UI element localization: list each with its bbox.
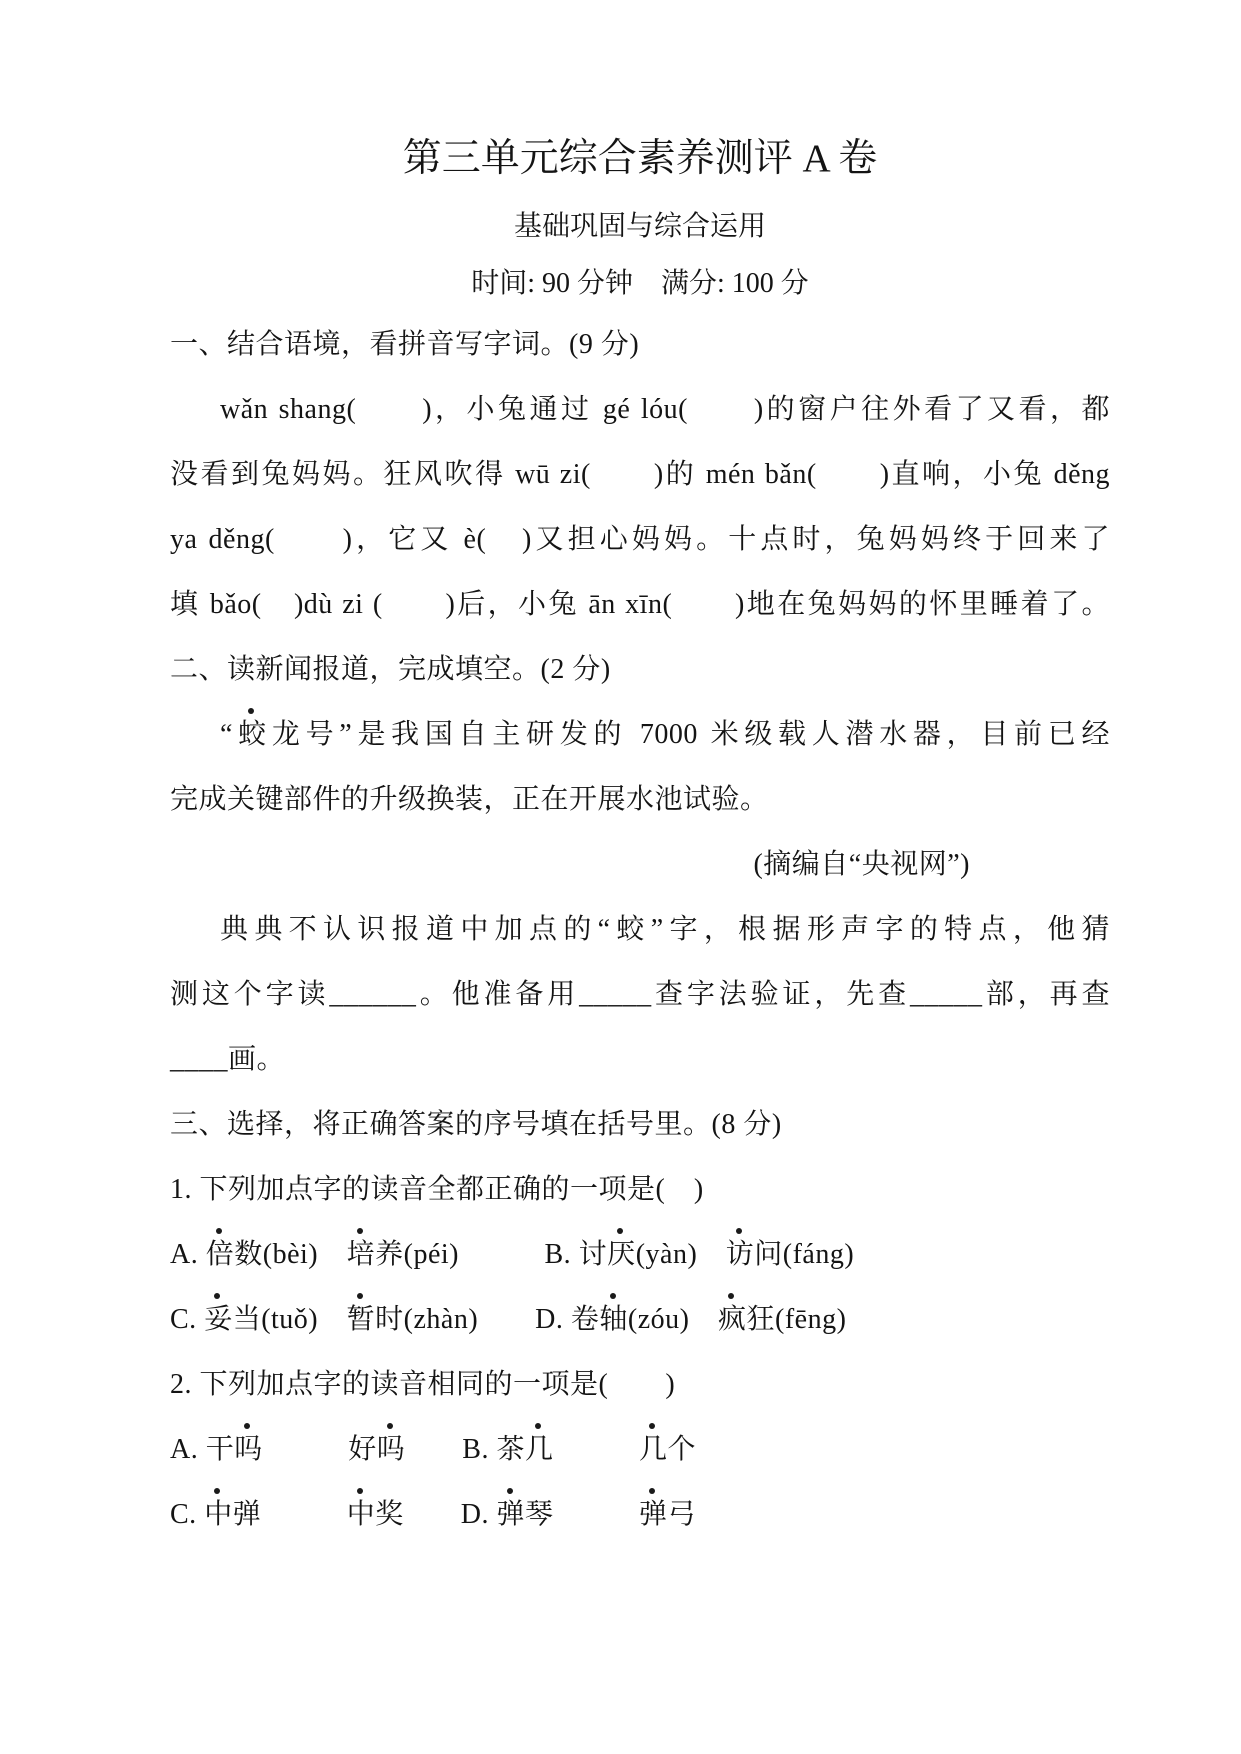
news-report-line-1 (170, 702, 1110, 767)
fill-blank-line-2: 测这个字读______。他准备用_____查字法验证，先查_____部，再查 (170, 979, 1110, 1010)
question-2-stem: 2. 下列加点字的读音相同的一项是( ) (170, 1369, 676, 1400)
text-segment: 弓 (667, 1499, 697, 1530)
dotted-character: 几 (524, 1434, 554, 1465)
dotted-character: 疯 (717, 1304, 747, 1335)
dotted-character: 弹 (496, 1499, 525, 1530)
text-segment: A. 干 (170, 1434, 235, 1465)
dotted-character: 中 (204, 1499, 233, 1530)
pinyin-exercise-line-1: wǎn shang( )，小兔通过 gé lóu( )的窗户往外看了又看，都 (220, 394, 1110, 425)
dotted-character: 蛟 (232, 719, 272, 750)
text-segment (553, 1434, 639, 1465)
dotted-character: 吗 (234, 1434, 263, 1465)
text-segment: 狂(fēng) (746, 1304, 847, 1335)
text-segment: 当(tuǒ) (232, 1304, 347, 1335)
text-segment: 琴 (524, 1499, 639, 1530)
text-segment: (yàn) (635, 1239, 726, 1270)
dotted-character: 暂 (346, 1304, 376, 1335)
question-1-options-ab (170, 1222, 1110, 1287)
pinyin-exercise-line-2: 没看到兔妈妈。狂风吹得 wū zi( )的 mén bǎn( )直响，小兔 děng (170, 459, 1110, 490)
text-segment: “ (220, 719, 233, 750)
text-segment: 个 (667, 1434, 697, 1465)
fill-blank-line-1: 典典不认识报道中加点的“蛟”字，根据形声字的特点，他猜 (220, 914, 1110, 945)
paper-body (170, 308, 1110, 1547)
section-2-heading: 二、读新闻报道，完成填空。(2 分) (170, 654, 611, 685)
text-segment: 弹 (232, 1499, 347, 1530)
paper-subtitle: 基础巩固与综合运用 (513, 211, 766, 242)
dotted-character: 轴 (599, 1304, 628, 1335)
question-2-options-ab (170, 1417, 1110, 1482)
dotted-character: 倍 (205, 1239, 235, 1270)
dotted-character: 吗 (376, 1434, 406, 1465)
question-2-options-cd (170, 1482, 1110, 1547)
dotted-character: 访 (725, 1239, 755, 1270)
news-report-line-2: 完成关键部件的升级换装，正在开展水池试验。 (170, 784, 769, 815)
text-segment: 好 (262, 1434, 377, 1465)
question-1-stem: 1. 下列加点字的读音全都正确的一项是( ) (170, 1174, 704, 1205)
text-segment: 养(péi) B. 讨 (375, 1239, 608, 1270)
paper-time-score-info: 时间: 90 分钟 满分: 100 分 (471, 268, 809, 299)
section-1-heading: 一、结合语境，看拼音写字词。(9 分) (170, 329, 640, 360)
text-segment: 龙号”是我国自主研发的 7000 米级载人潜水器，目前已经 (271, 719, 1110, 750)
paper-title: 第三单元综合素养测评 A 卷 (402, 137, 878, 180)
pinyin-exercise-line-3: ya děng( )，它又 è( )又担心妈妈。十点时，兔妈妈终于回来了 (170, 524, 1110, 555)
section-3-heading: 三、选择，将正确答案的序号填在括号里。(8 分) (170, 1109, 782, 1140)
text-segment: C. (170, 1304, 205, 1335)
text-segment: (zóu) (627, 1304, 718, 1335)
dotted-character: 妥 (204, 1304, 233, 1335)
dotted-character: 弹 (639, 1499, 668, 1530)
text-segment: 时(zhàn) D. 卷 (375, 1304, 600, 1335)
dotted-character: 厌 (607, 1239, 636, 1270)
text-segment: 奖 D. (375, 1499, 497, 1530)
text-segment: C. (170, 1499, 205, 1530)
text-segment: B. 茶 (405, 1434, 525, 1465)
dotted-character: 培 (346, 1239, 376, 1270)
news-source-attribution: (摘编自“央视网”) (753, 849, 970, 880)
pinyin-exercise-line-4: 填 bǎo( )dù zi ( )后，小兔 ān xīn( )地在兔妈妈的怀里睡着了。 (170, 589, 1110, 620)
text-segment: 数(bèi) (234, 1239, 347, 1270)
dotted-character: 中 (346, 1499, 376, 1530)
fill-blank-line-3: ____画。 (170, 1044, 286, 1075)
dotted-character: 几 (639, 1434, 668, 1465)
text-segment: 问(fáng) (754, 1239, 855, 1270)
question-1-options-cd (170, 1287, 1110, 1352)
text-segment: A. (170, 1239, 206, 1270)
